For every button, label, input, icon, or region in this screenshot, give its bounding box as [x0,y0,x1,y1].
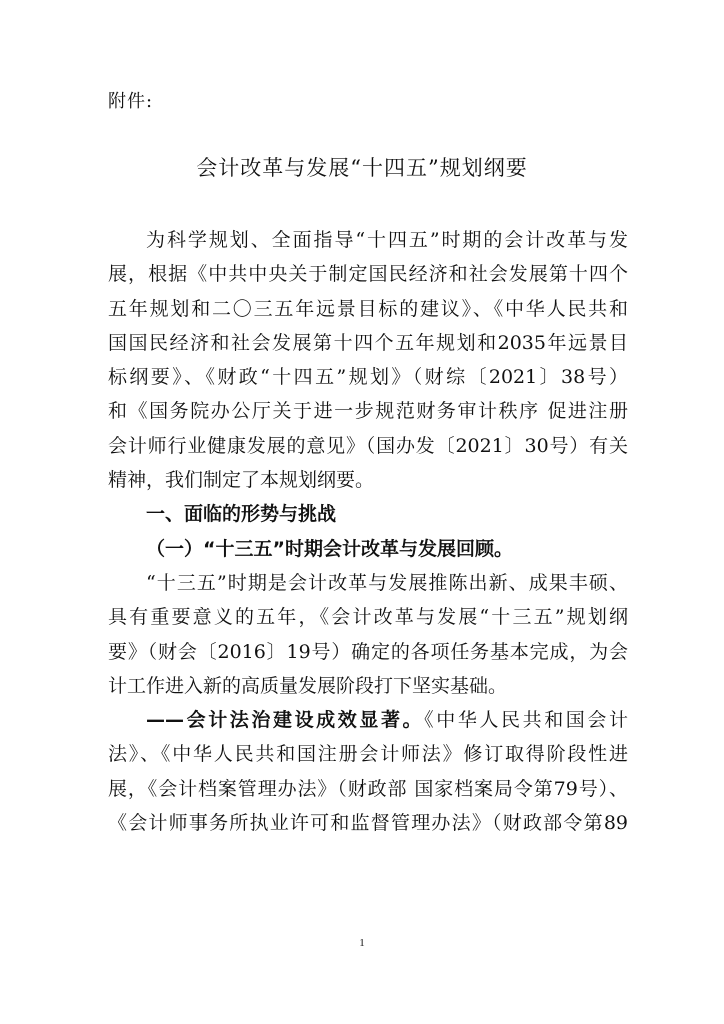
law-lead-text: 《中华人民共和国会计 [424,709,628,732]
law-bold-lead: ——会计法治建设成效显著。 [146,709,425,732]
review-line: 要》（财会〔2016〕19号）确定的各项任务基本完成，为会 [108,640,628,663]
intro-line: 为科学规划、全面指导“十四五”时期的会计改革与发 [146,229,628,251]
page-number: 1 [359,937,365,949]
document-title: 会计改革与发展“十四五”规划纲要 [196,156,528,180]
law-line: 展，《会计档案管理办法》（财政部 国家档案局令第79号）、 [108,777,628,800]
intro-line: 国国民经济和社会发展第十四个五年规划和2035年远景目 [108,331,628,354]
section-heading: 一、面临的形势与挑战 [146,503,337,526]
section-subheading: （一）“十三五”时期会计改革与发展回顾。 [146,537,513,560]
document-body [108,223,628,840]
review-line: “十三五”时期是会计改革与发展推陈出新、成果丰硕、 [146,571,628,594]
intro-line: 会计师行业健康发展的意见》（国办发〔2021〕30号）有关 [108,434,628,457]
intro-line: 精神，我们制定了本规划纲要。 [108,469,375,492]
intro-line: 展，根据《中共中央关于制定国民经济和社会发展第十四个 [108,263,628,286]
law-line: 法》、《中华人民共和国注册会计师法》修订取得阶段性进 [108,743,628,766]
law-line: 《会计师事务所执业许可和监督管理办法》（财政部令第89 [108,812,628,835]
review-line: 计工作进入新的高质量发展阶段打下坚实基础。 [108,674,508,697]
intro-line: 和《国务院办公厅关于进一步规范财务审计秩序 促进注册 [108,400,628,423]
intro-line: 五年规划和二〇三五年远景目标的建议》、《中华人民共和 [108,297,628,320]
intro-line: 标纲要》、《财政“十四五”规划》（财综〔2021〕38号） [108,366,628,389]
law-line [108,703,628,737]
attachment-label: 附件: [108,91,154,112]
review-line: 具有重要意义的五年，《会计改革与发展“十三五”规划纲 [108,606,628,629]
